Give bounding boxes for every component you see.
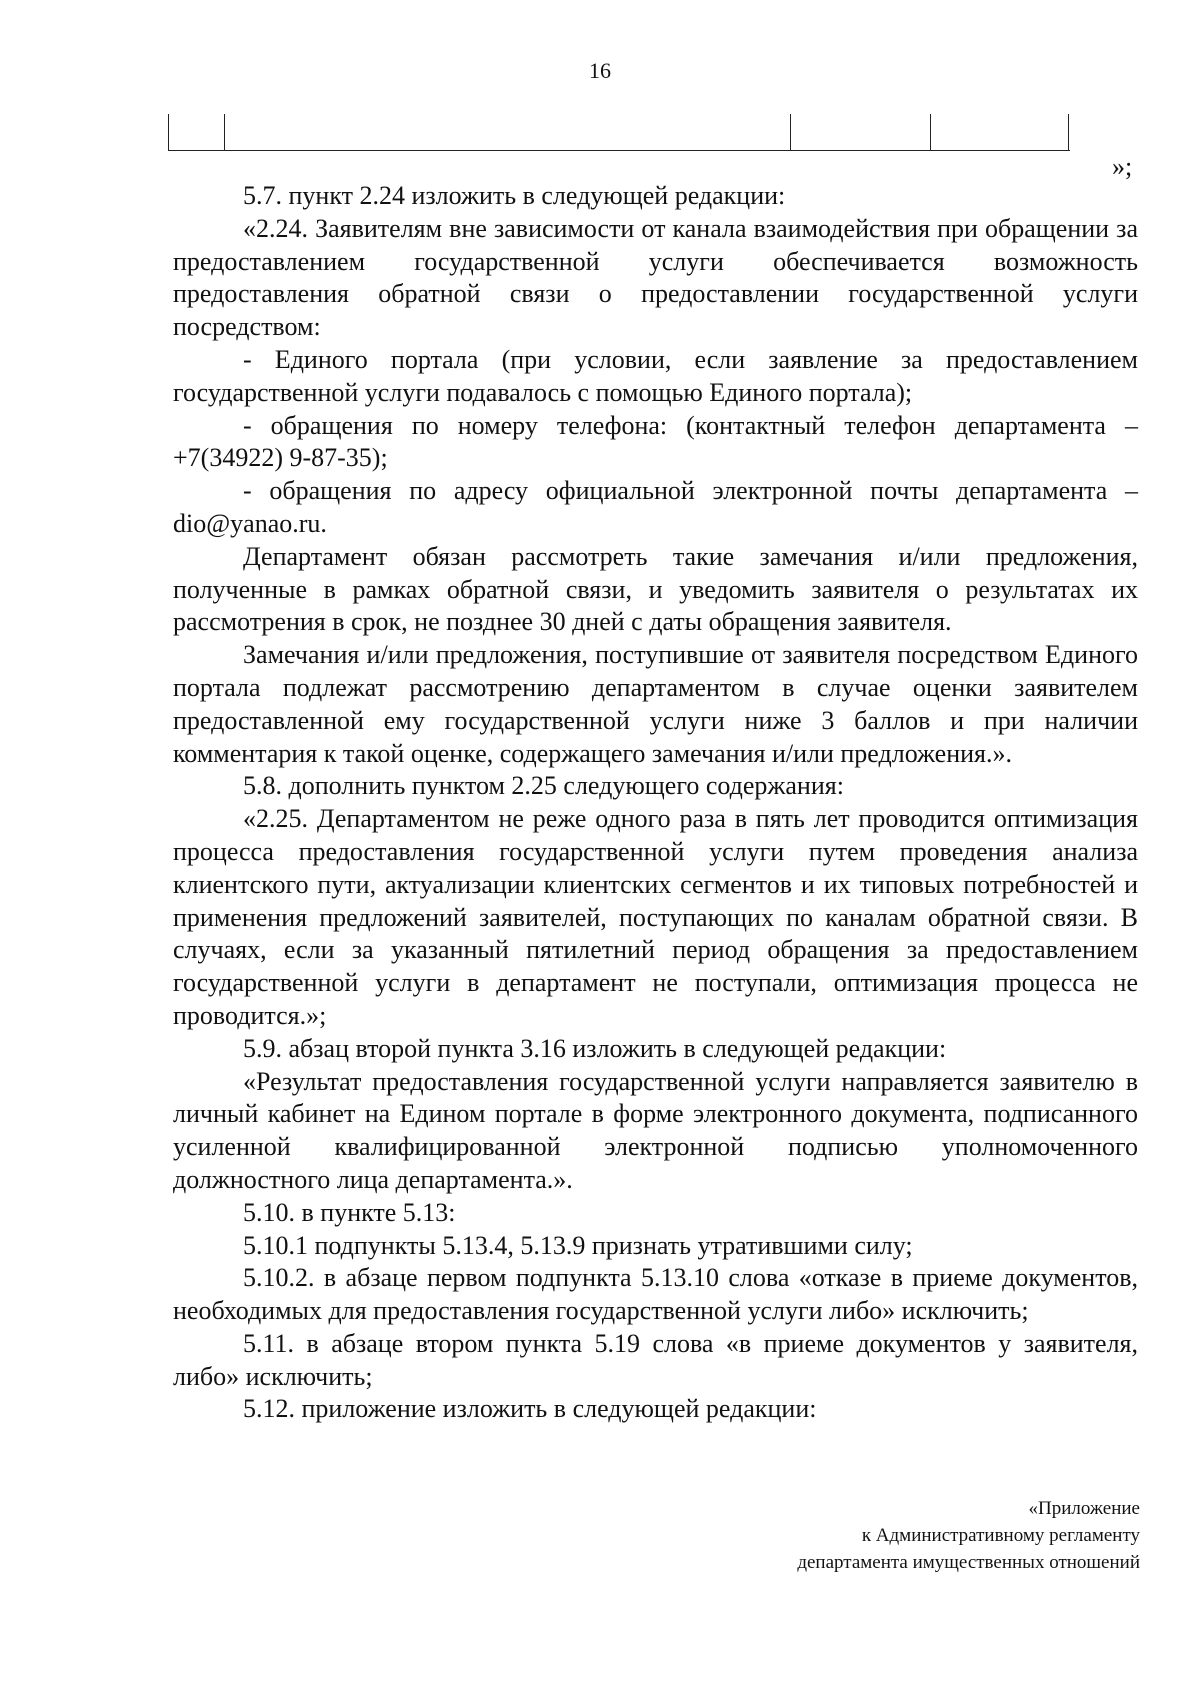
paragraph: 5.11. в абзаце втором пункта 5.19 слова «в приеме документов у заявителя, либо» исключить; [173,1328,1138,1391]
paragraph: «Результат предоставления государственной услуги направляется заявителю в личный кабинет на Едином портале в форме электронного документа, подписанного усиленной квалифицированной электронной подписью уполномоченного должностного лица департамента.». [173,1066,1138,1194]
paragraph: Департамент обязан рассмотреть такие замечания и/или предложения, полученные в рамках обратной связи, и уведомить заявителя о результатах их рассмотрения в срок, не позднее 30 дней с даты обращения заявителя. [173,541,1138,637]
paragraph: 5.10. в пункте 5.13: [243,1197,456,1227]
appendix-line: департамента имущественных отношений [797,1552,1140,1573]
closing-quote: »; [1112,152,1133,181]
table-divider [790,114,791,150]
appendix-line: к Административному регламенту [861,1525,1140,1546]
paragraph: 5.10.2. в абзаце первом подпункта 5.13.10 слова «отказе в приеме документов, необходимых для предоставления государственной услуги либо» исключить; [173,1263,1138,1326]
paragraph: - обращения по адресу официальной электронной почты департамента – dio@yanao.ru. [173,476,1138,538]
page-number: 16 [589,58,611,83]
paragraph: 5.9. абзац второй пункта 3.16 изложить в следующей редакции: [243,1033,947,1063]
paragraph: 5.7. пункт 2.24 изложить в следующей редакции: [243,181,786,210]
table-divider [224,114,225,150]
paragraph: «2.24. Заявителям вне зависимости от канала взаимодействия при обращении за предоставлением государственной услуги обеспечивается возможность предоставления обратной связи о предоставлении государственной услуги посредством: [173,213,1138,342]
paragraph: - Единого портала (при условии, если заявление за предоставлением государственной услуги подавалось с помощью Единого портала); [173,344,1138,407]
table-fragment [168,114,1070,151]
appendix-header [797,1495,1140,1576]
paragraph: 5.12. приложение изложить в следующей редакции: [243,1394,817,1424]
appendix-line: «Приложение [1028,1498,1140,1519]
paragraph: Замечания и/или предложения, поступившие от заявителя посредством Единого портала подлежат рассмотрению департаментом в случае оценки заявителем предоставленной ему государственной услуги ниже 3 баллов и при наличии комментария к такой оценке, содержащего замечания и/или предложения.». [173,640,1138,768]
paragraph: «2.25. Департаментом не реже одного раза в пять лет проводится оптимизация процесса предоставления государственной услуги путем проведения анализа клиентского пути, актуализации клиентских сегментов и их типовых потребностей и применения предложений заявителей, поступающих по каналам обратной связи. В случаях, если за указанный пятилетний период обращения за предоставлением государственной услуги в департамент не поступали, оптимизация процесса не проводится.»; [173,804,1138,1030]
paragraph: 5.10.1 подпункты 5.13.4, 5.13.9 признать утратившими силу; [243,1230,913,1260]
paragraph: 5.8. дополнить пунктом 2.25 следующего содержания: [243,771,844,801]
paragraph: - обращения по номеру телефона: (контактный телефон департамента – +7(34922) 9-87-35); [173,410,1138,473]
table-border-left [168,114,169,150]
document-body [173,180,1138,1426]
table-divider [930,114,931,150]
table-border-right [1068,114,1069,150]
